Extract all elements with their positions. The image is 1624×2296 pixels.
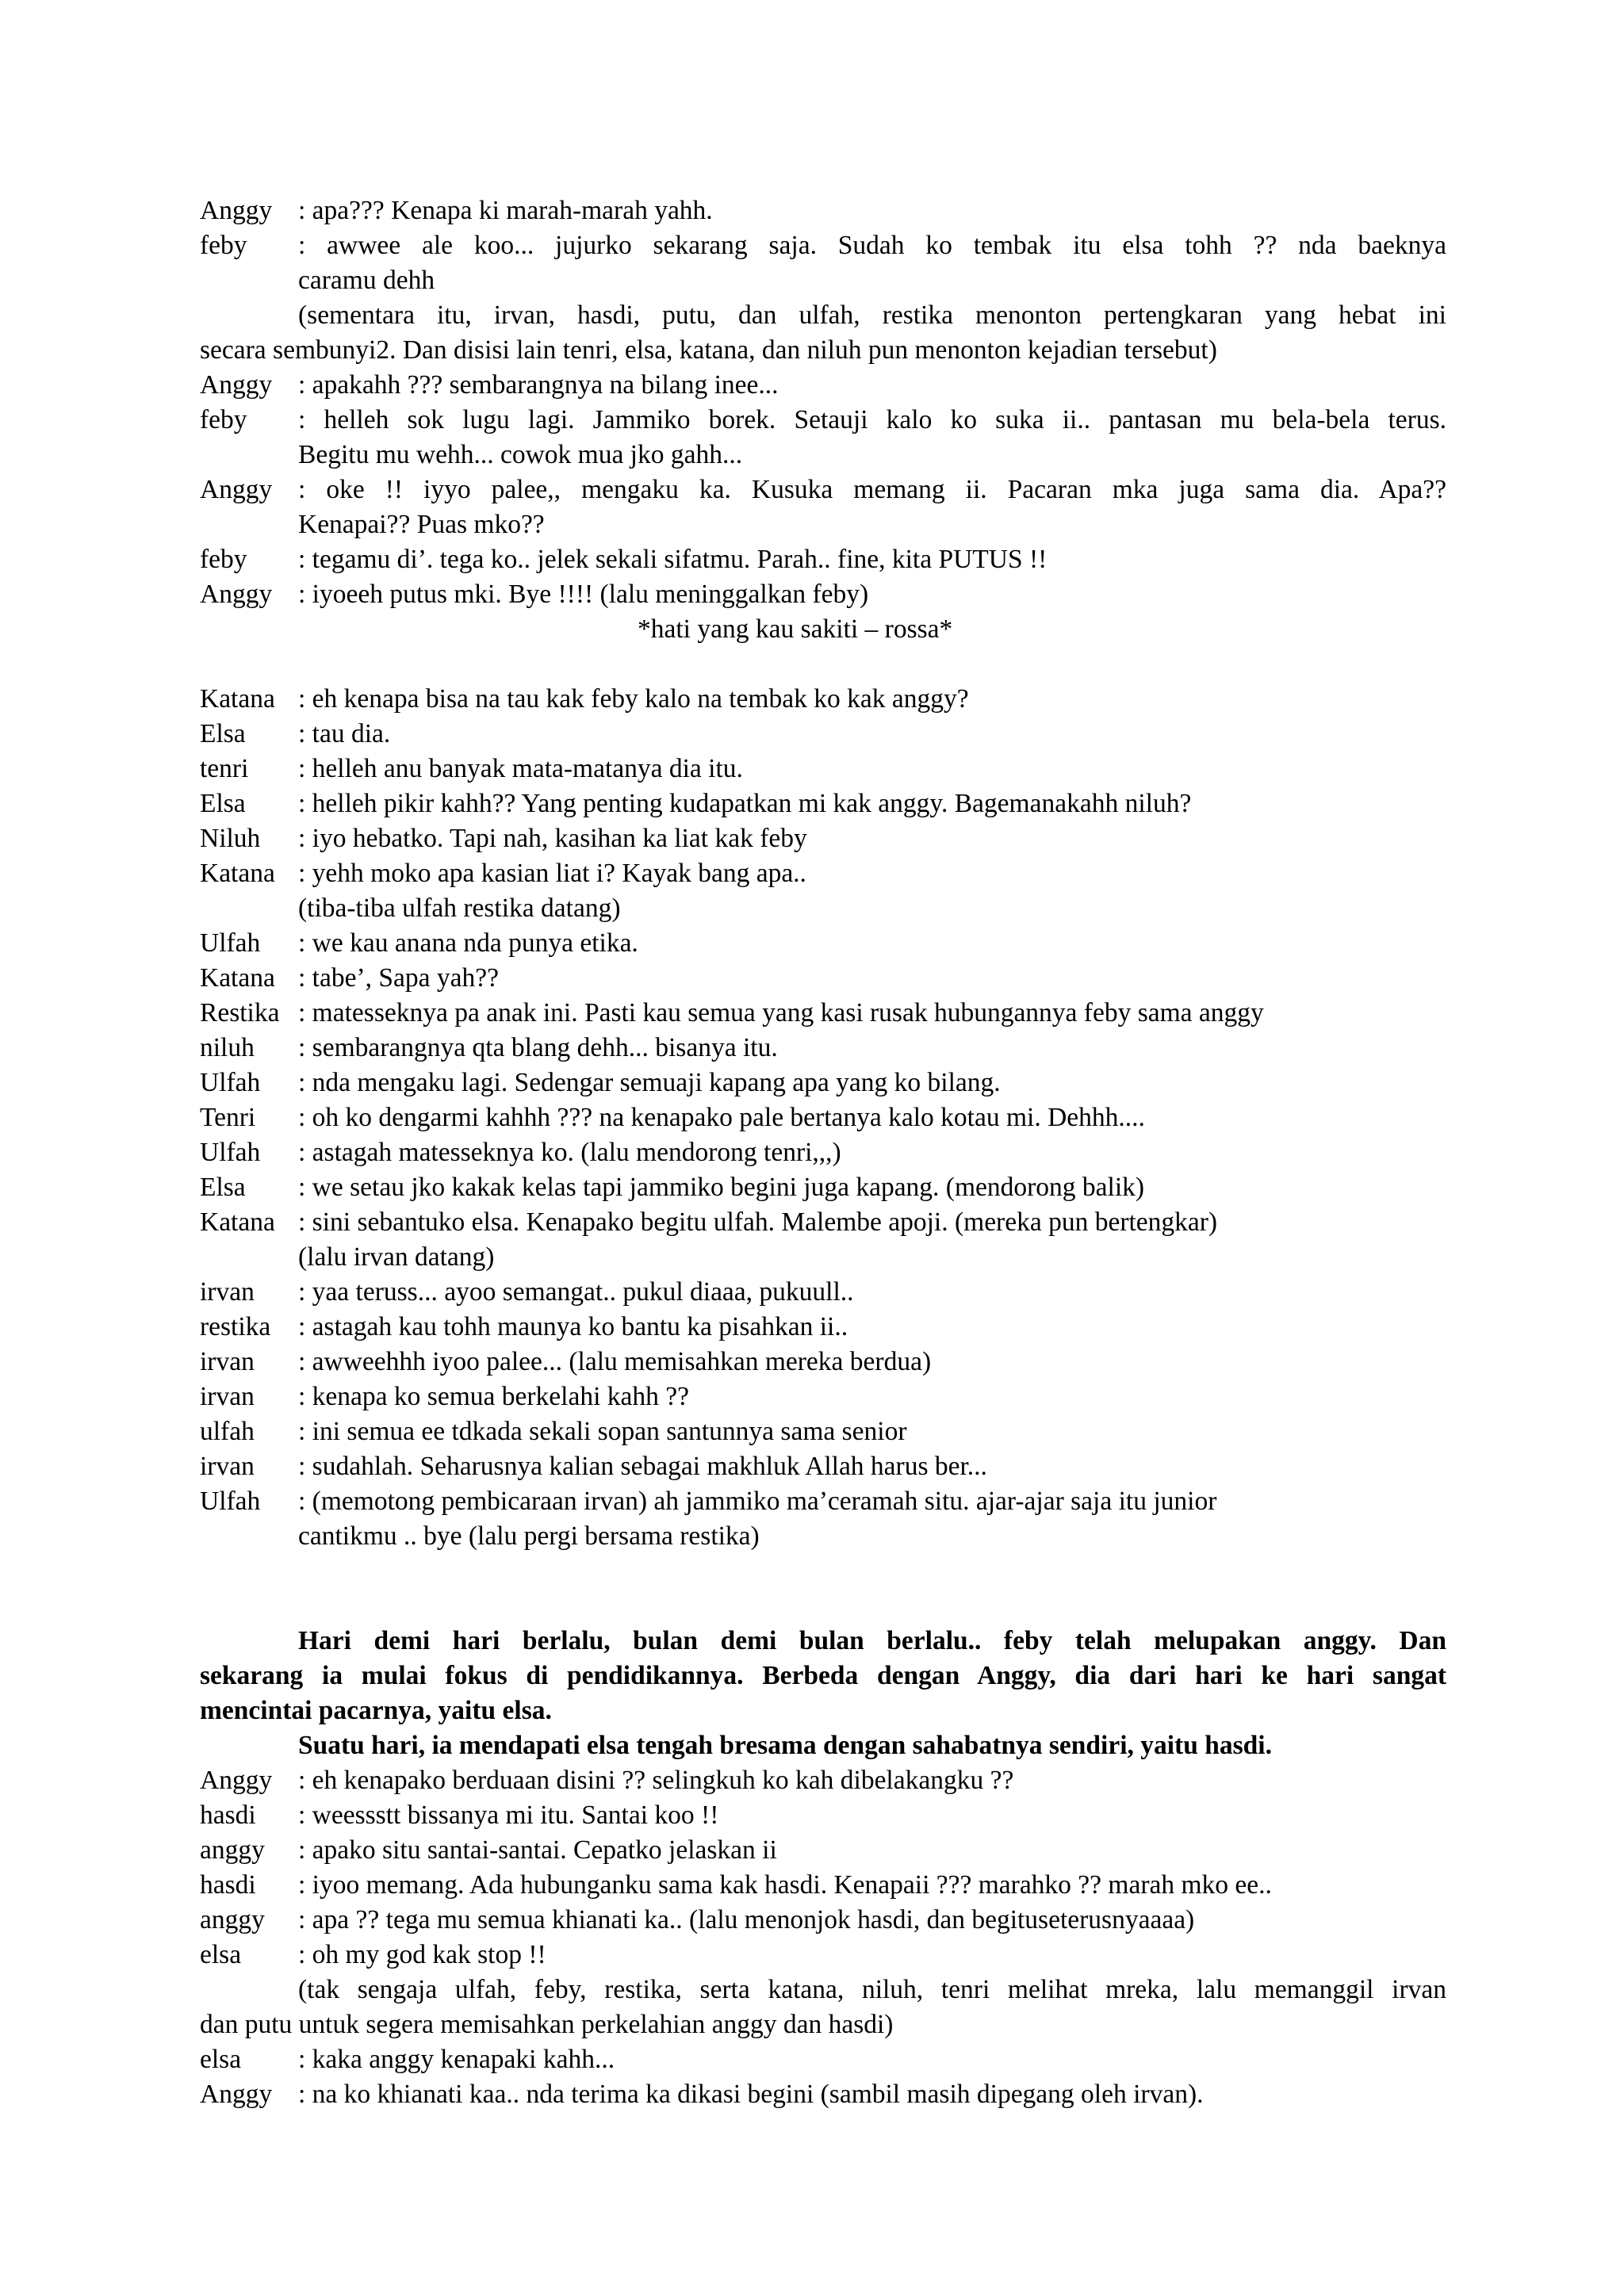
speaker-name: feby	[200, 405, 247, 434]
dialogue-line	[200, 2077, 1446, 2112]
dialogue-text: : we setau jko kakak kelas tapi jammiko begini juga kapang. (mendorong balik)	[298, 1173, 1145, 1202]
continuation-line: (tiba-tiba ulfah restika datang)	[298, 894, 621, 923]
speaker-name: Elsa	[200, 1173, 246, 1202]
dialogue-text: : helleh sok lugu lagi. Jammiko borek. Setauji kalo ko suka ii.. pantasan mu bela-bela terus.	[298, 405, 1446, 434]
narration-line: sekarang ia mulai fokus di pendidikannya. Berbeda dengan Anggy, dia dari hari ke hari sangat	[200, 1661, 1446, 1690]
dialogue-line	[200, 961, 1446, 996]
speaker-name: Niluh	[200, 824, 261, 853]
dialogue-line	[200, 1100, 1446, 1135]
dialogue-line	[200, 1170, 1446, 1205]
narration-block	[200, 1624, 1446, 1763]
continuation-line: caramu dehh	[298, 266, 435, 295]
dialogue-line	[200, 717, 1446, 752]
speaker-name: restika	[200, 1312, 271, 1341]
speaker-name: hasdi	[200, 1870, 256, 1900]
dialogue-line	[200, 1345, 1446, 1380]
dialogue-text: : kaka anggy kenapaki kahh...	[298, 2045, 615, 2074]
speaker-name: Katana	[200, 1207, 275, 1237]
dialogue-line	[200, 577, 1446, 612]
dialogue-line	[200, 1205, 1446, 1240]
spacer	[200, 1554, 1446, 1624]
dialogue-line	[200, 1414, 1446, 1449]
dialogue-text: : oke !! iyyo palee,, mengaku ka. Kusuka memang ii. Pacaran mka juga sama dia. Apa??	[298, 475, 1446, 504]
dialogue-line	[200, 1903, 1446, 1938]
dialogue-line	[200, 1798, 1446, 1833]
speaker-name: niluh	[200, 1033, 255, 1062]
dialogue-line	[200, 752, 1446, 786]
dialogue-line	[200, 1763, 1446, 1798]
dialogue-text: : na ko khianati kaa.. nda terima ka dikasi begini (sambil masih dipegang oleh irvan).	[298, 2080, 1204, 2109]
dialogue-line	[200, 2042, 1446, 2077]
dialogue-line	[200, 1275, 1446, 1310]
speaker-name: elsa	[200, 2045, 242, 2074]
dialogue-text: : helleh anu banyak mata-matanya dia itu.	[298, 754, 743, 783]
dialogue-text: : awweehhh iyoo palee... (lalu memisahkan mereka berdua)	[298, 1347, 932, 1376]
speaker-name: Ulfah	[200, 1068, 261, 1097]
dialogue-line	[200, 1135, 1446, 1170]
dialogue-line	[200, 1484, 1446, 1519]
speaker-name: Katana	[200, 963, 275, 993]
dialogue-text: : apa??? Kenapa ki marah-marah yahh.	[298, 196, 713, 225]
dialogue-line	[200, 1066, 1446, 1100]
speaker-name: Katana	[200, 684, 275, 714]
speaker-name: Anggy	[200, 475, 273, 504]
continuation-line: (tak sengaja ulfah, feby, restika, serta katana, niluh, tenri melihat mreka, lalu memanggil irvan	[298, 1975, 1446, 2004]
narration-line: Suatu hari, ia mendapati elsa tengah bresama dengan sahabatnya sendiri, yaitu hasdi.	[298, 1731, 1272, 1760]
dialogue-line	[200, 996, 1446, 1031]
dialogue-text: : oh ko dengarmi kahhh ??? na kenapako pale bertanya kalo kotau mi. Dehhh....	[298, 1103, 1145, 1132]
spacer	[200, 647, 1446, 682]
dialogue-line	[200, 926, 1446, 961]
speaker-name: tenri	[200, 754, 249, 783]
dialogue-text: : astagah kau tohh maunya ko bantu ka pisahkan ii..	[298, 1312, 848, 1341]
speaker-name: irvan	[200, 1452, 255, 1481]
speaker-name: irvan	[200, 1347, 255, 1376]
dialogue-line	[200, 1938, 1446, 1973]
dialogue-text: : apako situ santai-santai. Cepatko jelaskan ii	[298, 1835, 777, 1865]
continuation-line: (sementara itu, irvan, hasdi, putu, dan ulfah, restika menonton pertengkaran yang hebat ini	[298, 300, 1446, 330]
speaker-name: feby	[200, 545, 247, 574]
dialogue-text: : eh kenapako berduaan disini ?? selingkuh ko kah dibelakangku ??	[298, 1766, 1014, 1795]
dialogue-text: : sudahlah. Seharusnya kalian sebagai makhluk Allah harus ber...	[298, 1452, 987, 1481]
dialogue-line	[200, 473, 1446, 507]
speaker-name: Ulfah	[200, 1487, 261, 1516]
dialogue-text: : ini semua ee tdkada sekali sopan santunnya sama senior	[298, 1417, 907, 1446]
dialogue-text: : tegamu di’. tega ko.. jelek sekali sifatmu. Parah.. fine, kita PUTUS !!	[298, 545, 1048, 574]
dialogue-text: : yehh moko apa kasian liat i? Kayak bang apa..	[298, 859, 806, 888]
speaker-name: anggy	[200, 1835, 265, 1865]
speaker-name: Anggy	[200, 1766, 273, 1795]
dialogue-text: : astagah matesseknya ko. (lalu mendorong tenri,,,)	[298, 1138, 841, 1167]
dialogue-text: : sembarangnya qta blang dehh... bisanya itu.	[298, 1033, 778, 1062]
dialogue-text: : yaa teruss... ayoo semangat.. pukul diaaa, pukuull..	[298, 1277, 854, 1307]
dialogue-text: : oh my god kak stop !!	[298, 1940, 546, 1969]
speaker-name: irvan	[200, 1277, 255, 1307]
speaker-name: elsa	[200, 1940, 242, 1969]
speaker-name: Elsa	[200, 789, 246, 818]
dialogue-text: : kenapa ko semua berkelahi kahh ??	[298, 1382, 689, 1411]
wrapped-line: dan putu untuk segera memisahkan perkelahian anggy dan hasdi)	[200, 2010, 894, 2039]
dialogue-line	[200, 856, 1446, 891]
speaker-name: Anggy	[200, 2080, 273, 2109]
song-note: *hati yang kau sakiti – rossa*	[638, 614, 953, 644]
speaker-name: Elsa	[200, 719, 246, 748]
document-page	[200, 193, 1446, 2112]
dialogue-scene-2	[200, 682, 1446, 1554]
speaker-name: Ulfah	[200, 1138, 261, 1167]
speaker-name: Anggy	[200, 580, 273, 609]
dialogue-line	[200, 1449, 1446, 1484]
dialogue-text: : tabe’, Sapa yah??	[298, 963, 499, 993]
dialogue-line	[200, 821, 1446, 856]
dialogue-scene-1	[200, 193, 1446, 612]
dialogue-text: : matesseknya pa anak ini. Pasti kau semua yang kasi rusak hubungannya feby sama anggy	[298, 998, 1264, 1027]
wrapped-line: secara sembunyi2. Dan disisi lain tenri, elsa, katana, dan niluh pun menonton kejadian tersebut)	[200, 335, 1217, 365]
dialogue-text: : we kau anana nda punya etika.	[298, 928, 638, 958]
dialogue-line	[200, 1868, 1446, 1903]
dialogue-line	[200, 786, 1446, 821]
speaker-name: Tenri	[200, 1103, 256, 1132]
dialogue-text: : iyoeeh putus mki. Bye !!!! (lalu meninggalkan feby)	[298, 580, 869, 609]
dialogue-line	[200, 193, 1446, 228]
dialogue-line	[200, 1380, 1446, 1414]
dialogue-line	[200, 542, 1446, 577]
dialogue-scene-3	[200, 1763, 1446, 2112]
continuation-line: (lalu irvan datang)	[298, 1242, 495, 1272]
dialogue-text: : iyo hebatko. Tapi nah, kasihan ka liat kak feby	[298, 824, 807, 853]
dialogue-text: : sini sebantuko elsa. Kenapako begitu ulfah. Malembe apoji. (mereka pun bertengkar)	[298, 1207, 1218, 1237]
narration-line: Hari demi hari berlalu, bulan demi bulan berlalu.. feby telah melupakan anggy. Dan	[298, 1626, 1446, 1655]
dialogue-text: : apakahh ??? sembarangnya na bilang inee...	[298, 370, 779, 400]
dialogue-line	[200, 228, 1446, 263]
dialogue-line	[200, 1310, 1446, 1345]
speaker-name: Katana	[200, 859, 275, 888]
dialogue-line	[200, 1031, 1446, 1066]
dialogue-text: : apa ?? tega mu semua khianati ka.. (lalu menonjok hasdi, dan begituseterusnyaaaa)	[298, 1905, 1195, 1934]
speaker-name: irvan	[200, 1382, 255, 1411]
dialogue-text: : weessstt bissanya mi itu. Santai koo !!	[298, 1800, 719, 1830]
dialogue-line	[200, 368, 1446, 403]
dialogue-text: : helleh pikir kahh?? Yang penting kudapatkan mi kak anggy. Bagemanakahh niluh?	[298, 789, 1192, 818]
speaker-name: hasdi	[200, 1800, 256, 1830]
dialogue-text: : tau dia.	[298, 719, 391, 748]
dialogue-text: : nda mengaku lagi. Sedengar semuaji kapang apa yang ko bilang.	[298, 1068, 1001, 1097]
continuation-line: cantikmu .. bye (lalu pergi bersama restika)	[298, 1521, 760, 1551]
dialogue-text: : (memotong pembicaraan irvan) ah jammiko ma’ceramah situ. ajar-ajar saja itu junior	[298, 1487, 1217, 1516]
speaker-name: Restika	[200, 998, 280, 1027]
speaker-name: Ulfah	[200, 928, 261, 958]
continuation-line: Begitu mu wehh... cowok mua jko gahh...	[298, 440, 743, 469]
speaker-name: Anggy	[200, 196, 273, 225]
speaker-name: anggy	[200, 1905, 265, 1934]
dialogue-text: : iyoo memang. Ada hubunganku sama kak hasdi. Kenapaii ??? marahko ?? marah mko ee..	[298, 1870, 1272, 1900]
dialogue-line	[200, 403, 1446, 438]
speaker-name: Anggy	[200, 370, 273, 400]
dialogue-text: : awwee ale koo... jujurko sekarang saja. Sudah ko tembak itu elsa tohh ?? nda baeknya	[298, 231, 1446, 260]
speaker-name: ulfah	[200, 1417, 255, 1446]
dialogue-line	[200, 1833, 1446, 1868]
dialogue-text: : eh kenapa bisa na tau kak feby kalo na tembak ko kak anggy?	[298, 684, 969, 714]
speaker-name: feby	[200, 231, 247, 260]
narration-line: mencintai pacarnya, yaitu elsa.	[200, 1696, 552, 1725]
dialogue-line	[200, 682, 1446, 717]
continuation-line: Kenapai?? Puas mko??	[298, 510, 545, 539]
